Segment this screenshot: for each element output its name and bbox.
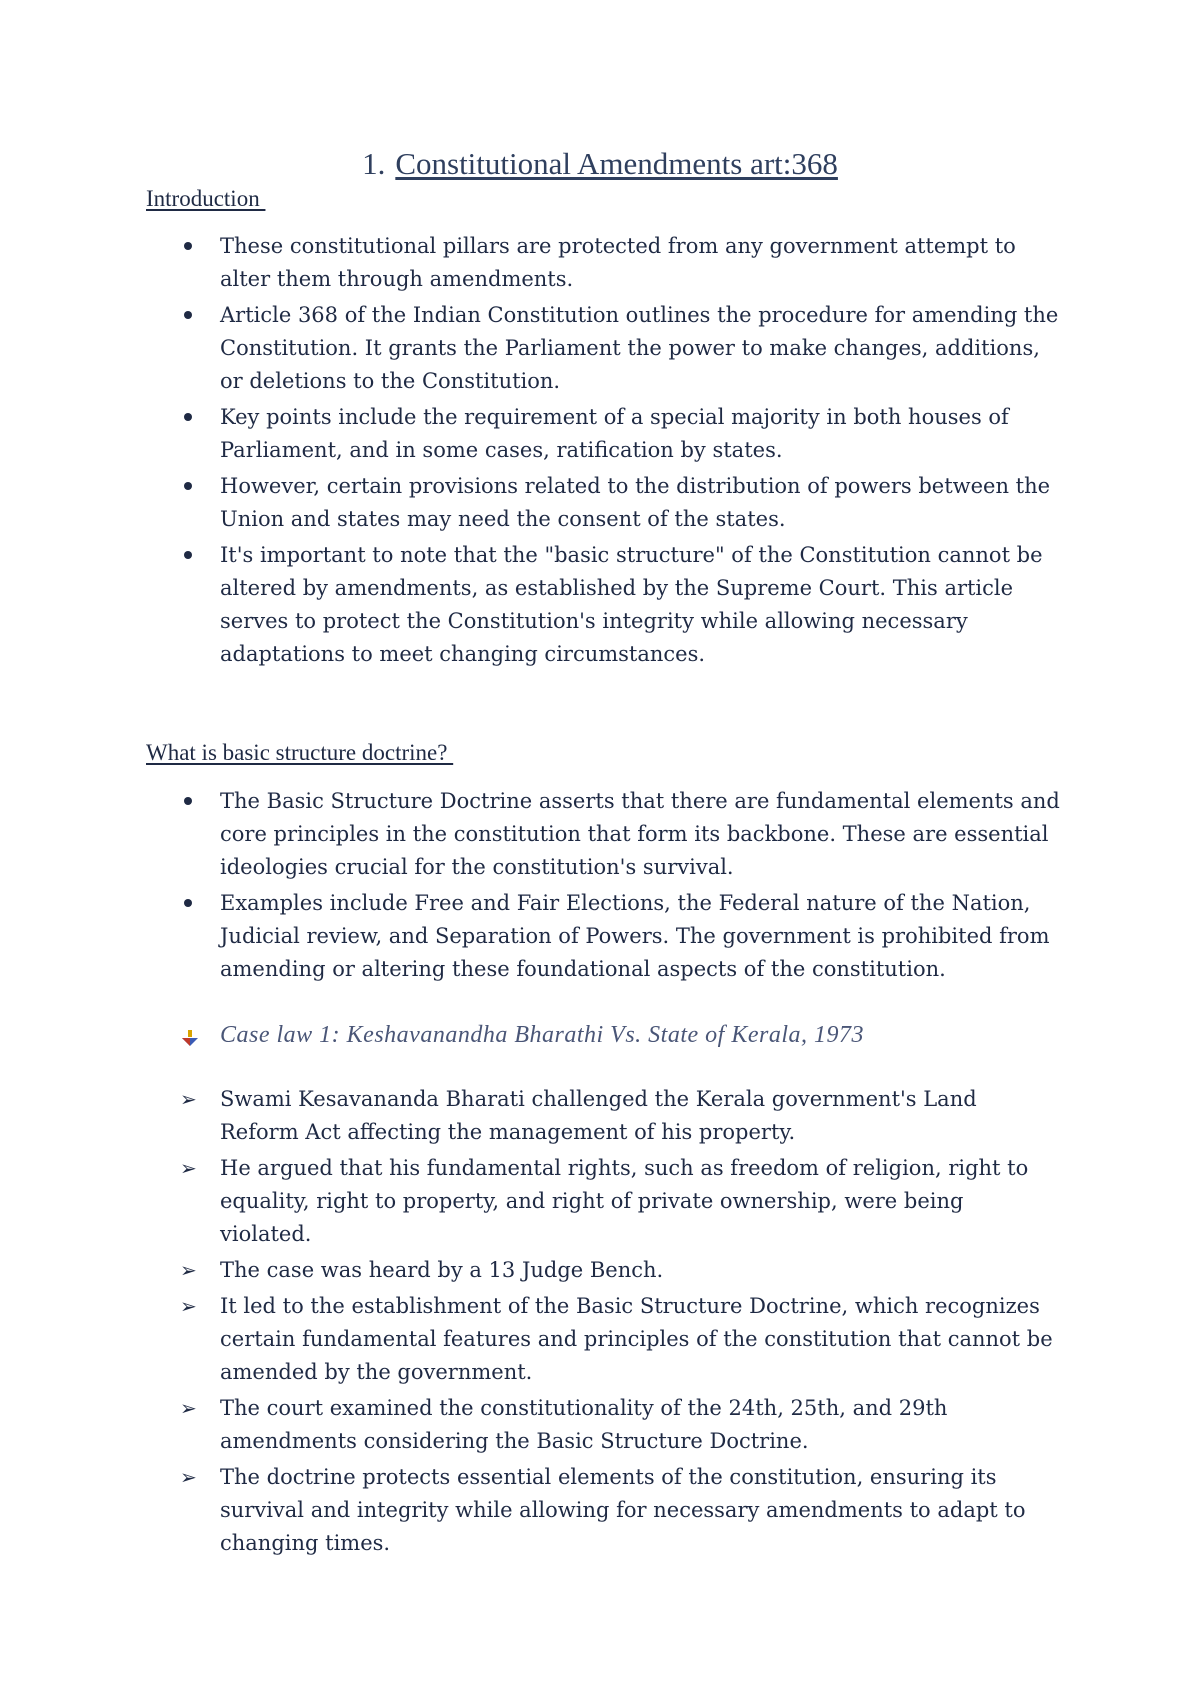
bullet-dot-icon [184,551,192,559]
bullet-dot-icon [184,482,192,490]
arrow-down-color-icon [181,1029,199,1047]
introduction-list [0,230,1200,674]
arrow-bullet-icon: ➢ [180,1294,197,1318]
basic-structure-list [0,785,1200,989]
list-item-text: Examples include Free and Fair Elections, the Federal nature of the Nation, Judicial review, and Separation of Powers. The government is prohibited from amending or altering these foundational aspects of the constitution. [220,891,1050,981]
list-item [0,539,1060,671]
bullet-dot-icon [184,413,192,421]
list-item-text: The case was heard by a 13 Judge Bench. [220,1258,664,1282]
arrow-bullet-icon: ➢ [180,1087,197,1111]
list-item [0,1290,1060,1389]
list-item-text: It led to the establishment of the Basic Structure Doctrine, which recognizes certain fundamental features and principles of the constitution that cannot be amended by the government. [220,1294,1053,1384]
bullet-dot-icon [184,797,192,805]
title-text: Constitutional Amendments art:368 [395,146,838,181]
list-item [0,1254,1060,1287]
list-item-text: He argued that his fundamental rights, such as freedom of religion, right to equality, right to property, and right of private ownership, were being violated. [220,1156,1029,1246]
arrow-bullet-icon: ➢ [180,1465,197,1489]
arrow-bullet-icon: ➢ [180,1156,197,1180]
list-item-text: These constitutional pillars are protected from any government attempt to alter them through amendments. [220,234,1016,291]
case-law-points [0,1083,1200,1563]
title-number: 1. [362,146,386,181]
list-item [0,1152,1060,1251]
list-item [0,1392,1060,1458]
bullet-dot-icon [184,311,192,319]
list-item-text: The doctrine protects essential elements of the constitution, ensuring its survival and integrity while allowing for necessary amendments to adapt to changing times. [220,1465,1026,1555]
list-item [0,230,1060,296]
introduction-heading: Introduction [146,186,266,211]
list-item-text: Key points include the requirement of a special majority in both houses of Parliament, and in some cases, ratification by states. [220,405,1009,462]
arrow-bullet-icon: ➢ [180,1258,197,1282]
list-item [0,1083,1060,1149]
list-item [0,887,1060,986]
bullet-dot-icon [184,899,192,907]
list-item [0,299,1060,398]
list-item-text: Article 368 of the Indian Constitution outlines the procedure for amending the Constitution. It grants the Parliament the power to make changes, additions, or deletions to the Constitution. [220,303,1059,393]
bullet-dot-icon [184,242,192,250]
list-item [0,470,1060,536]
list-item [0,1461,1060,1560]
case-law-heading: Case law 1: Keshavanandha Bharathi Vs. State of Kerala, 1973 [220,1022,864,1048]
arrow-bullet-icon: ➢ [180,1396,197,1420]
list-item-text: The Basic Structure Doctrine asserts that there are fundamental elements and core principles in the constitution that form its backbone. These are essential ideologies crucial for the constitution's survival. [220,789,1060,879]
list-item-text: It's important to note that the "basic structure" of the Constitution cannot be altered by amendments, as established by the Supreme Court. This article serves to protect the Constitution's integrity while allowing necessary adaptations to meet changing circumstances. [220,543,1043,666]
page-title [0,146,1200,182]
list-item-text: However, certain provisions related to the distribution of powers between the Union and states may need the consent of the states. [220,474,1051,531]
list-item [0,401,1060,467]
list-item [0,785,1060,884]
list-item-text: Swami Kesavananda Bharati challenged the Kerala government's Land Reform Act affecting the management of his property. [220,1087,977,1144]
basic-structure-heading: What is basic structure doctrine? [146,740,454,765]
list-item-text: The court examined the constitutionality of the 24th, 25th, and 29th amendments considering the Basic Structure Doctrine. [220,1396,948,1453]
